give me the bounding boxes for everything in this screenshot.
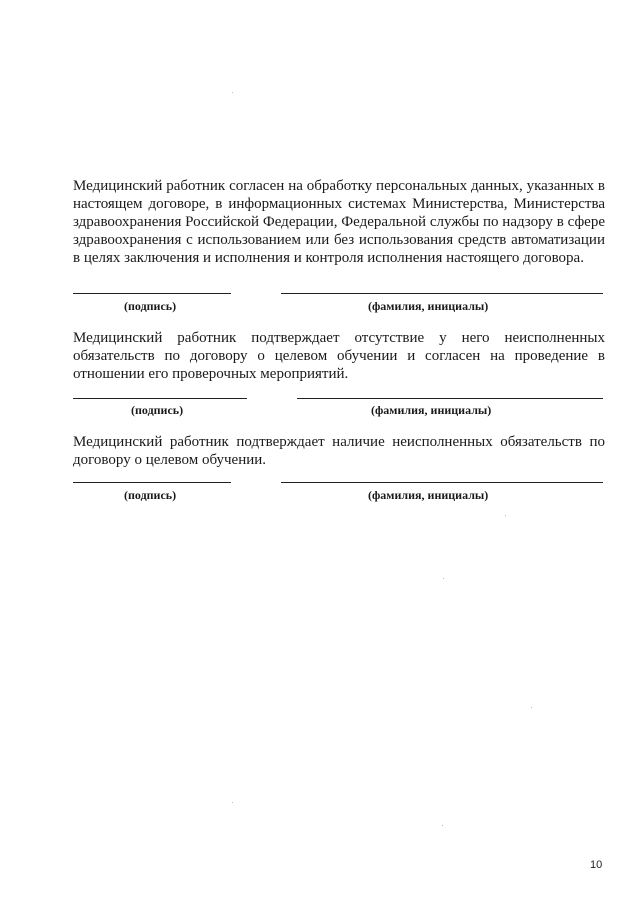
page-number: 10 bbox=[590, 859, 603, 871]
name-line bbox=[297, 398, 603, 399]
name-caption: (фамилия, инициалы) bbox=[368, 299, 489, 313]
consent-paragraph: Медицинский работник согласен на обработку персональных данных, указанных в настоящем договоре, в информационных системах Министерства, Министерства здравоохранения Российской Федерации, Федеральной службы по надзору в сфере здравоохранения с использованием или без использования средств автоматизации в целях заключения и исполнения и контроля исполнения настоящего договора. bbox=[73, 178, 605, 266]
scan-speck bbox=[531, 707, 532, 708]
name-line bbox=[281, 293, 603, 294]
no-obligations-paragraph: Медицинский работник подтверждает отсутствие у него неисполненных обязательств по договору о целевом обучении и согласен на проведение в отношении его проверочных мероприятий. bbox=[73, 330, 605, 382]
signature-caption: (подпись) bbox=[124, 299, 177, 313]
scan-speck bbox=[232, 802, 233, 803]
signature-line bbox=[73, 482, 231, 483]
scan-speck bbox=[443, 578, 444, 579]
scan-speck bbox=[232, 92, 233, 93]
name-line bbox=[281, 482, 603, 483]
scan-speck bbox=[505, 515, 506, 516]
signature-line bbox=[73, 293, 231, 294]
has-obligations-paragraph: Медицинский работник подтверждает наличие неисполненных обязательств по договору о целевом обучении. bbox=[73, 434, 605, 468]
signature-line bbox=[73, 398, 247, 399]
name-caption: (фамилия, инициалы) bbox=[368, 488, 489, 502]
scan-speck bbox=[442, 825, 443, 826]
signature-caption: (подпись) bbox=[124, 488, 177, 502]
name-caption: (фамилия, инициалы) bbox=[371, 403, 492, 417]
signature-caption: (подпись) bbox=[131, 403, 184, 417]
